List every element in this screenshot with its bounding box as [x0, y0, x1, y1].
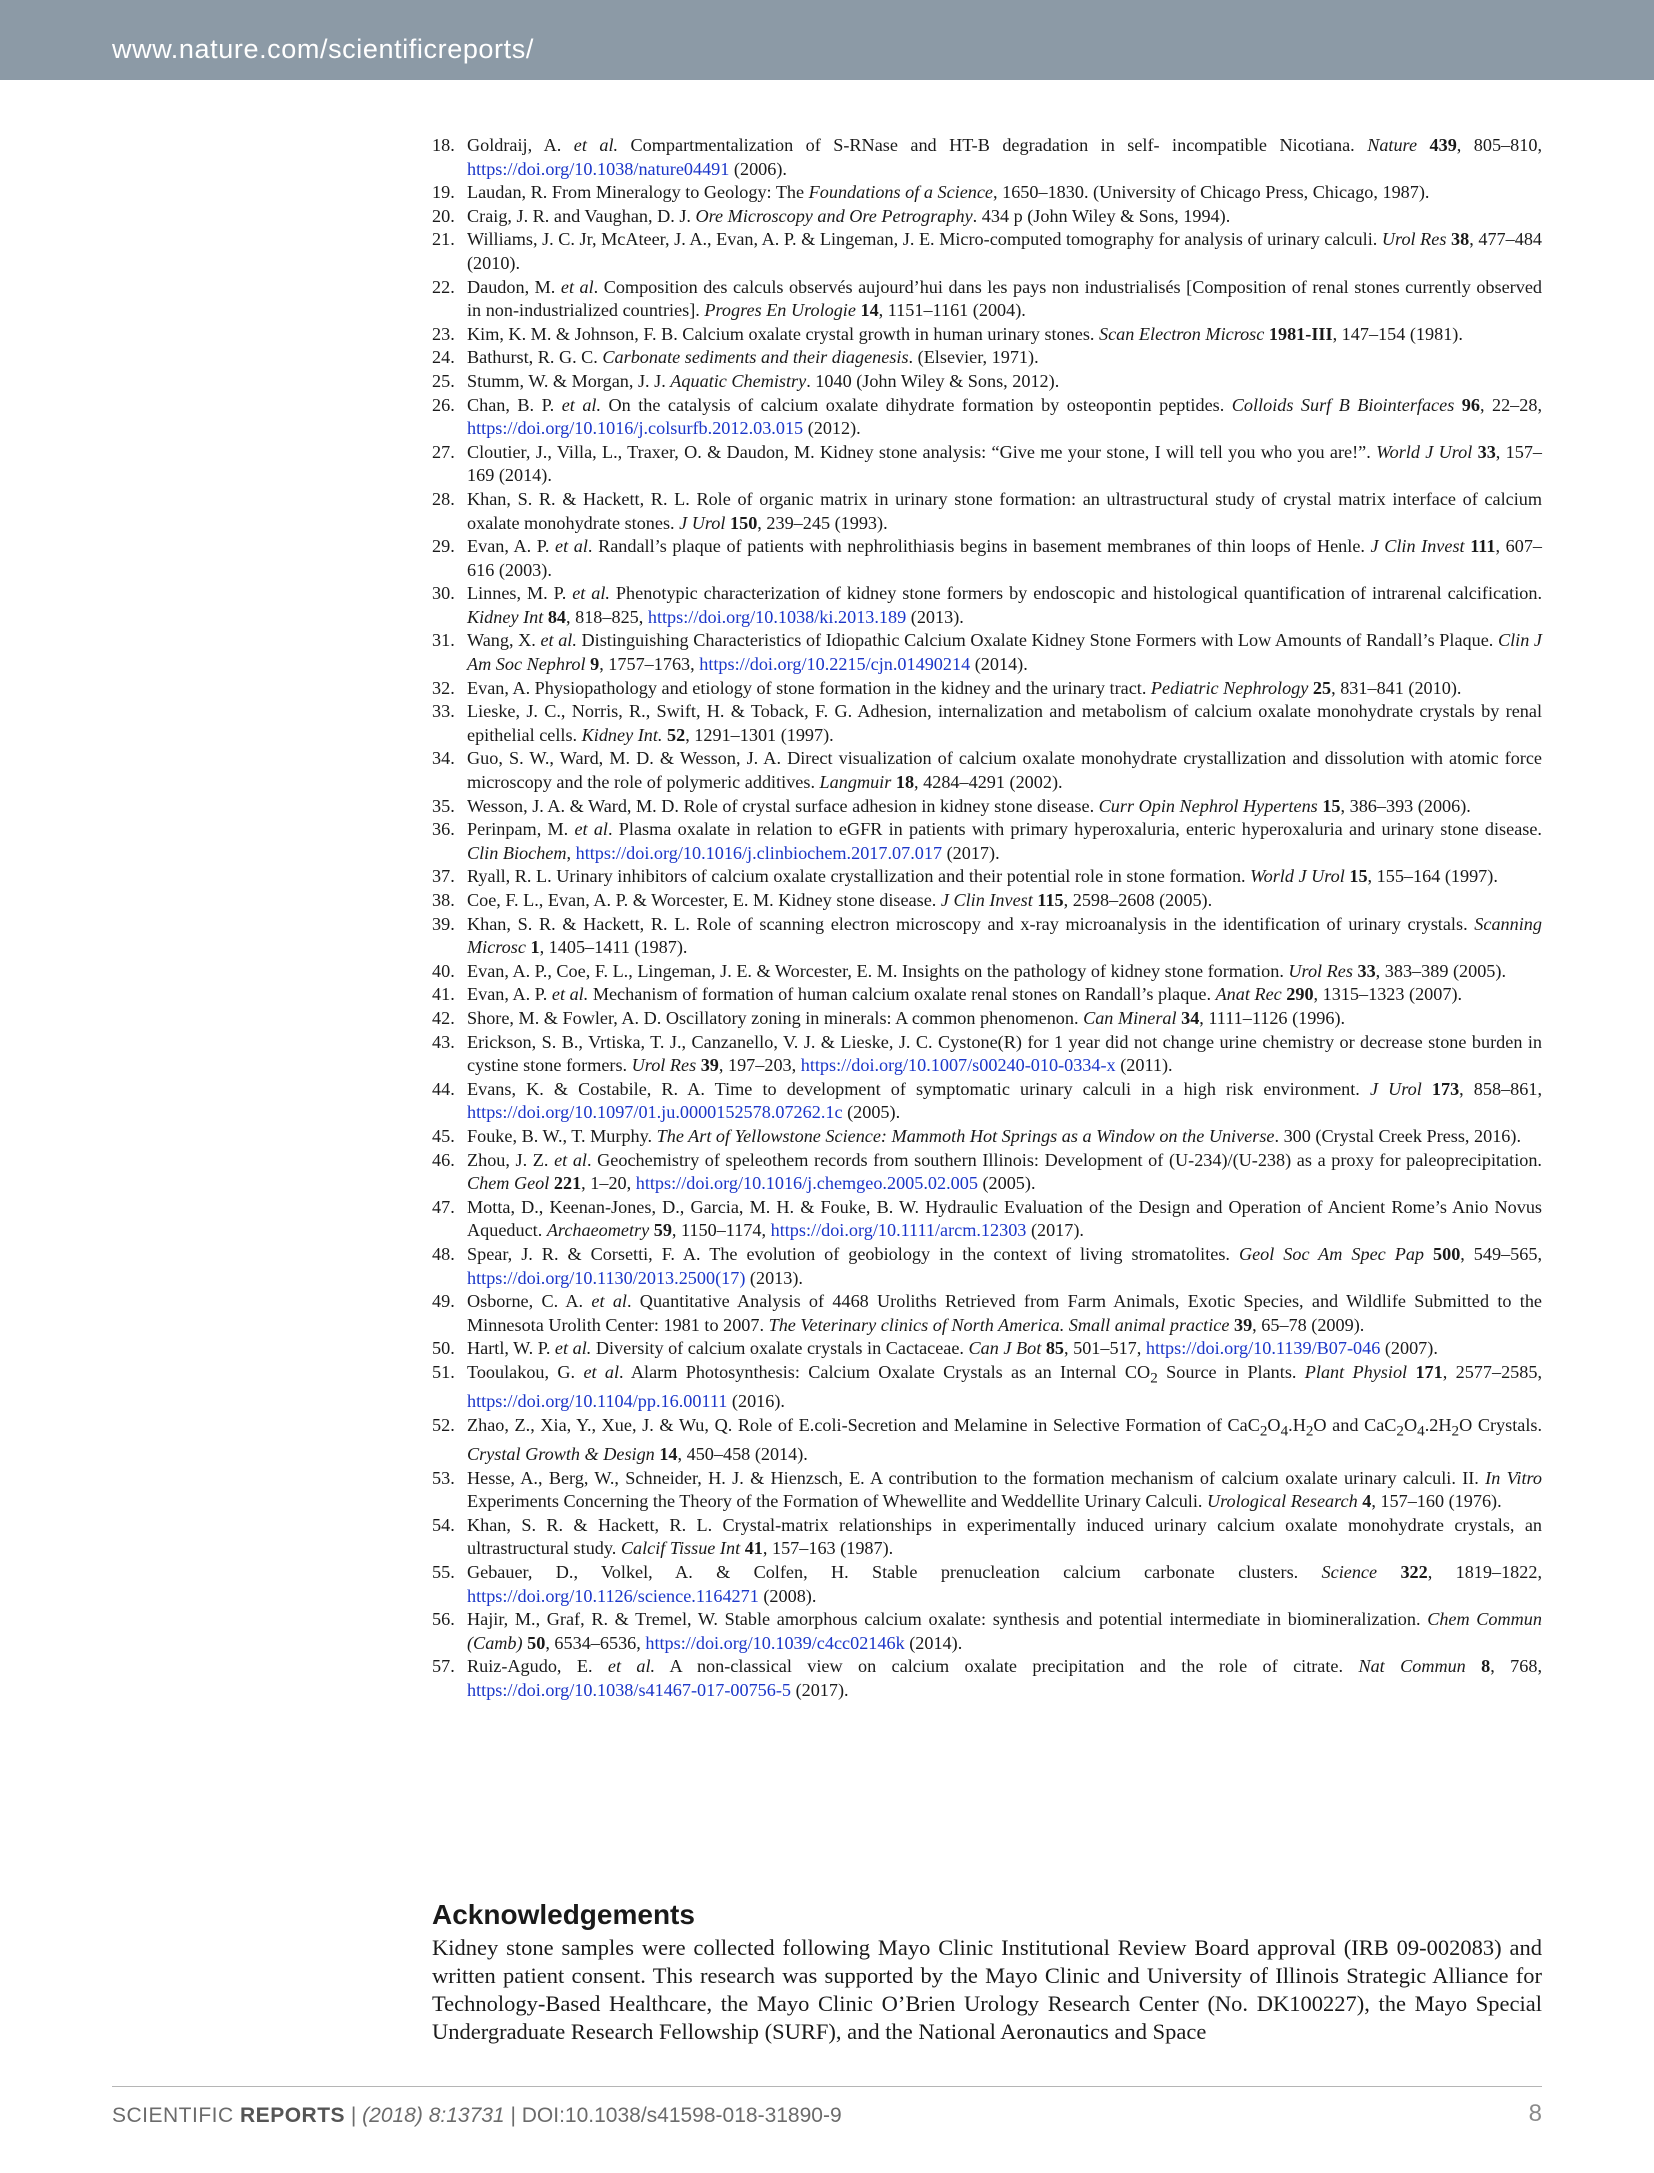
- reference-item: [432, 1561, 1542, 1608]
- reference-text: Wesson, J. A. & Ward, M. D. Role of crystal surface adhesion in kidney stone disease. Curr Opin Nephrol Hypertens 15, 386–393 (2006).: [467, 795, 1471, 816]
- reference-item: [432, 1196, 1542, 1243]
- reference-item: [432, 394, 1542, 441]
- reference-text: Evan, A. P. et al. Mechanism of formation of human calcium oxalate renal stones on Randall’s plaque. Anat Rec 290, 1315–1323 (2007).: [467, 984, 1463, 1005]
- reference-item: [432, 441, 1542, 488]
- reference-item: [432, 818, 1542, 865]
- doi-link[interactable]: https://doi.org/10.1038/s41467-017-00756-5: [467, 1679, 792, 1700]
- reference-number: 52.: [432, 1414, 455, 1435]
- reference-item: [432, 228, 1542, 275]
- reference-number: 54.: [432, 1514, 455, 1535]
- reference-item: [432, 1467, 1542, 1514]
- reference-number: 56.: [432, 1609, 455, 1630]
- site-url[interactable]: www.nature.com/scientificreports/: [112, 34, 534, 64]
- reference-text: Khan, S. R. & Hackett, R. L. Crystal-matrix relationships in experimentally induced urinary calcium oxalate monohydrate crystals, an ultrastructural study. Calcif Tissue Int 41, 157–163 (1987).: [467, 1514, 1542, 1559]
- reference-number: 32.: [432, 677, 455, 698]
- reference-number: 19.: [432, 182, 455, 203]
- reference-item: [432, 1007, 1542, 1031]
- reference-number: 26.: [432, 394, 455, 415]
- reference-text: Hartl, W. P. et al. Diversity of calcium oxalate crystals in Cactaceae. Can J Bot 85, 501–517, https://doi.org/10.1139/B07-046 (2007).: [467, 1338, 1438, 1359]
- reference-number: 42.: [432, 1007, 455, 1028]
- reference-number: 53.: [432, 1467, 455, 1488]
- reference-number: 31.: [432, 630, 455, 651]
- reference-text: Coe, F. L., Evan, A. P. & Worcester, E. M. Kidney stone disease. J Clin Invest 115, 2598–2608 (2005).: [467, 890, 1213, 910]
- doi-link[interactable]: https://doi.org/10.1130/2013.2500(17): [467, 1267, 746, 1288]
- reference-number: 50.: [432, 1338, 455, 1359]
- reference-item: [432, 1655, 1542, 1702]
- reference-number: 37.: [432, 866, 455, 887]
- reference-text: Perinpam, M. et al. Plasma oxalate in relation to eGFR in patients with primary hyperoxaluria, enteric hyperoxaluria and urinary stone disease. Clin Biochem, https://doi.org/10.1016/j.clinbiochem.2017.07.017 (2017).: [467, 819, 1542, 863]
- reference-number: 39.: [432, 913, 455, 934]
- header-bar: [0, 0, 1654, 80]
- doi-link[interactable]: https://doi.org/10.2215/cjn.01490214: [699, 654, 971, 675]
- acknowledgements-body: Kidney stone samples were collected following Mayo Clinic Institutional Review Board approval (IRB 09-002083) and written patient consent. This research was supported by the Mayo Clinic and University of Illinois Strategic Alliance for Technology-Based Healthcare, the Mayo Clinic O’Brien Urology Research Center (No. DK100227), the Mayo Special Undergraduate Research Fellowship (SURF), and the National Aeronautics and Space: [432, 1935, 1542, 2044]
- reference-text: Daudon, M. et al. Composition des calculs observés aujourd’hui dans les pays non industrialisés [Composition of renal stones currently observed in non-industrialized countries]. Progres En Urologie 14, 1151–1161 (2004).: [467, 276, 1542, 321]
- reference-item: [432, 181, 1542, 205]
- reference-item: [432, 889, 1542, 913]
- reference-item: [432, 747, 1542, 794]
- reference-number: 47.: [432, 1196, 455, 1217]
- reference-text: Linnes, M. P. et al. Phenotypic characterization of kidney stone formers by endoscopic and histological quantification of intrarenal calcification. Kidney Int 84, 818–825, https://doi.org/10.1038/ki.2013.189 (2013).: [467, 583, 1542, 627]
- reference-number: 21.: [432, 229, 455, 250]
- reference-text: Osborne, C. A. et al. Quantitative Analysis of 4468 Uroliths Retrieved from Farm Animals, Exotic Species, and Wildlife Submitted to the Minnesota Urolith Center: 1981 to 2007. The Veterinary clinics of North America. Small animal practice 39, 65–78 (2009).: [467, 1291, 1542, 1335]
- reference-item: [432, 677, 1542, 701]
- reference-number: 40.: [432, 960, 455, 981]
- reference-item: [432, 1125, 1542, 1149]
- footer-citation: [112, 2104, 842, 2128]
- doi-link[interactable]: https://doi.org/10.1139/B07-046: [1145, 1338, 1381, 1359]
- reference-item: [432, 370, 1542, 394]
- footer-separator: |: [345, 2104, 363, 2127]
- reference-text: Spear, J. R. & Corsetti, F. A. The evolution of geobiology in the context of living stromatolites. Geol Soc Am Spec Pap 500, 549–565, https://doi.org/10.1130/2013.2500(17) (2013).: [467, 1243, 1543, 1288]
- reference-list: [432, 134, 1542, 1702]
- doi-link[interactable]: https://doi.org/10.1016/j.colsurfb.2012.03.015: [467, 418, 804, 439]
- reference-number: 45.: [432, 1125, 455, 1146]
- doi-link[interactable]: https://doi.org/10.1016/j.clinbiochem.2017.07.017: [575, 842, 943, 863]
- reference-item: [432, 535, 1542, 582]
- reference-text: Kim, K. M. & Johnson, F. B. Calcium oxalate crystal growth in human urinary stones. Scan Electron Microsc 1981-III, 147–154 (1981).: [467, 323, 1463, 344]
- reference-number: 51.: [432, 1361, 455, 1382]
- doi-link[interactable]: https://doi.org/10.1007/s00240-010-0334-x: [800, 1055, 1116, 1076]
- reference-text: Evans, K. & Costabile, R. A. Time to development of symptomatic urinary calculi in a high risk environment. J Urol 173, 858–861, https://doi.org/10.1097/01.ju.0000152578.07262.1c (2005).: [467, 1078, 1543, 1123]
- reference-text: Ryall, R. L. Urinary inhibitors of calcium oxalate crystallization and their potential role in stone formation. World J Urol 15, 155–164 (1997).: [467, 866, 1498, 887]
- reference-item: [432, 1361, 1542, 1414]
- reference-number: 30.: [432, 583, 455, 604]
- reference-text: Evan, A. P. et al. Randall’s plaque of patients with nephrolithiasis begins in basement membranes of thin loops of Henle. J Clin Invest 111, 607–616 (2003).: [467, 536, 1543, 580]
- doi-link[interactable]: https://doi.org/10.1038/nature04491: [467, 158, 730, 179]
- reference-number: 38.: [432, 890, 455, 910]
- acknowledgements-heading: Acknowledgements: [432, 1899, 695, 1930]
- reference-number: 18.: [432, 135, 455, 155]
- reference-number: 22.: [432, 276, 455, 297]
- reference-item: [432, 1243, 1542, 1290]
- reference-item: [432, 346, 1542, 370]
- reference-item: [432, 960, 1542, 984]
- reference-text: Tooulakou, G. et al. Alarm Photosynthesis: Calcium Oxalate Crystals as an Internal $CO_2$ Source in Plants. Plant Physiol 171, 2577–2585, https://doi.org/10.1104/pp.16.00111 (2016).: [467, 1361, 1542, 1412]
- reference-text: Fouke, B. W., T. Murphy. The Art of Yellowstone Science: Mammoth Hot Springs as a Window on the Universe. 300 (Crystal Creek Press, 2016).: [467, 1125, 1521, 1146]
- reference-number: 34.: [432, 748, 455, 769]
- reference-text: Ruiz-Agudo, E. et al. A non-classical view on calcium oxalate precipitation and the role of citrate. Nat Commun 8, 768, https://doi.org/10.1038/s41467-017-00756-5 (2017).: [467, 1656, 1542, 1700]
- reference-item: [432, 913, 1542, 960]
- reference-text: Erickson, S. B., Vrtiska, T. J., Canzanello, V. J. & Lieske, J. C. Cystone(R) for 1 year did not change urine chemistry or decrease stone burden in cystine stone formers. Urol Res 39, 197–203, https://doi.org/10.1007/s00240-010-0334-x (2011).: [467, 1031, 1542, 1076]
- reference-text: Lieske, J. C., Norris, R., Swift, H. & Toback, F. G. Adhesion, internalization and metabolism of calcium oxalate monohydrate crystals by renal epithelial cells. Kidney Int. 52, 1291–1301 (1997).: [467, 701, 1542, 745]
- reference-number: 27.: [432, 441, 455, 462]
- reference-text: Motta, D., Keenan-Jones, D., Garcia, M. H. & Fouke, B. W. Hydraulic Evaluation of the Design and Operation of Ancient Rome’s Anio Novus Aqueduct. Archaeometry 59, 1150–1174, https://doi.org/10.1111/arcm.12303 (2017).: [467, 1196, 1542, 1241]
- reference-number: 35.: [432, 795, 455, 816]
- footer-separator: |: [504, 2104, 522, 2127]
- reference-item: [432, 983, 1542, 1007]
- reference-item: [432, 488, 1542, 535]
- reference-number: 48.: [432, 1243, 455, 1264]
- reference-item: [432, 134, 1542, 181]
- reference-number: 43.: [432, 1031, 455, 1052]
- reference-item: [432, 1414, 1542, 1467]
- reference-item: [432, 276, 1542, 323]
- reference-text: Goldraij, A. et al. Compartmentalization of S-RNase and HT-B degradation in self- incompatible Nicotiana. Nature 439, 805–810, https://doi.org/10.1038/nature04491 (2006).: [467, 135, 1543, 179]
- reference-text: Williams, J. C. Jr, McAteer, J. A., Evan, A. P. & Lingeman, J. E. Micro-computed tomography for analysis of urinary calculi. Urol Res 38, 477–484 (2010).: [467, 229, 1543, 273]
- reference-number: 25.: [432, 370, 455, 391]
- reference-item: [432, 1149, 1542, 1196]
- page-number: 8: [1528, 2100, 1542, 2127]
- reference-item: [432, 1290, 1542, 1337]
- reference-item: [432, 1608, 1542, 1655]
- reference-text: Evan, A. P., Coe, F. L., Lingeman, J. E. & Worcester, E. M. Insights on the pathology of kidney stone formation. Urol Res 33, 383–389 (2005).: [467, 960, 1506, 981]
- reference-number: 49.: [432, 1291, 455, 1312]
- doi-link[interactable]: https://doi.org/10.1038/ki.2013.189: [647, 606, 907, 627]
- doi-link[interactable]: https://doi.org/10.1097/01.ju.0000152578.07262.1c: [467, 1102, 843, 1123]
- reference-text: Wang, X. et al. Distinguishing Characteristics of Idiopathic Calcium Oxalate Kidney Stone Formers with Low Amounts of Randall’s Plaque. Clin J Am Soc Nephrol 9, 1757–1763, https://doi.org/10.2215/cjn.01490214 (2014).: [467, 630, 1542, 675]
- reference-text: Laudan, R. From Mineralogy to Geology: The Foundations of a Science, 1650–1830. (University of Chicago Press, Chicago, 1987).: [467, 182, 1430, 203]
- footer-doi: DOI:10.1038/s41598-018-31890-9: [521, 2104, 842, 2127]
- reference-text: Shore, M. & Fowler, A. D. Oscillatory zoning in minerals: A common phenomenon. Can Mineral 34, 1111–1126 (1996).: [467, 1007, 1346, 1028]
- reference-text: Guo, S. W., Ward, M. D. & Wesson, J. A. Direct visualization of calcium oxalate monohydrate crystallization and dissolution with atomic force microscopy and the role of polymeric additives. Langmuir 18, 4284–4291 (2002).: [467, 748, 1542, 793]
- doi-link[interactable]: https://doi.org/10.1016/j.chemgeo.2005.02.005: [635, 1173, 978, 1194]
- reference-text: Cloutier, J., Villa, L., Traxer, O. & Daudon, M. Kidney stone analysis: “Give me your stone, I will tell you who you are!”. World J Urol 33, 157–169 (2014).: [467, 441, 1543, 486]
- doi-link[interactable]: https://doi.org/10.1126/science.1164271: [467, 1585, 759, 1606]
- reference-number: 29.: [432, 536, 455, 557]
- reference-number: 33.: [432, 701, 455, 722]
- reference-number: 46.: [432, 1149, 455, 1170]
- reference-text: Evan, A. Physiopathology and etiology of stone formation in the kidney and the urinary tract. Pediatric Nephrology 25, 831–841 (2010).: [467, 677, 1462, 698]
- reference-text: Khan, S. R. & Hackett, R. L. Role of organic matrix in urinary stone formation: an ultrastructural study of crystal matrix interface of calcium oxalate monohydrate stones. J Urol 150, 239–245 (1993).: [467, 488, 1542, 533]
- reference-text: Stumm, W. & Morgan, J. J. Aquatic Chemistry. 1040 (John Wiley & Sons, 2012).: [467, 370, 1060, 391]
- reference-text: Zhou, J. Z. et al. Geochemistry of speleothem records from southern Illinois: Development of (U-234)/(U-238) as a proxy for paleoprecipitation. Chem Geol 221, 1–20, https://doi.org/10.1016/j.chemgeo.2005.02.005 (2005).: [467, 1149, 1542, 1194]
- reference-number: 55.: [432, 1561, 455, 1582]
- reference-item: [432, 1078, 1542, 1125]
- doi-link[interactable]: https://doi.org/10.1111/arcm.12303: [770, 1220, 1027, 1241]
- reference-text: Chan, B. P. et al. On the catalysis of calcium oxalate dihydrate formation by osteopontin peptides. Colloids Surf B Biointerfaces 96, 22–28, https://doi.org/10.1016/j.colsurfb.2012.03.015 (2012).: [467, 394, 1542, 439]
- reference-text: Hajir, M., Graf, R. & Tremel, W. Stable amorphous calcium oxalate: synthesis and potential intermediate in biomineralization. Chem Commun (Camb) 50, 6534–6536, https://doi.org/10.1039/c4cc02146k (2014).: [467, 1609, 1542, 1653]
- reference-item: [432, 1031, 1542, 1078]
- reference-number: 57.: [432, 1656, 455, 1677]
- reference-item: [432, 1337, 1542, 1361]
- footer-divider: [112, 2086, 1542, 2087]
- reference-number: 28.: [432, 488, 455, 509]
- reference-item: [432, 629, 1542, 676]
- doi-link[interactable]: https://doi.org/10.1039/c4cc02146k: [645, 1632, 905, 1653]
- reference-number: 23.: [432, 323, 455, 344]
- doi-link[interactable]: https://doi.org/10.1104/pp.16.00111: [467, 1391, 728, 1412]
- reference-number: 36.: [432, 819, 455, 840]
- reference-number: 44.: [432, 1078, 455, 1099]
- reference-item: [432, 1514, 1542, 1561]
- reference-number: 41.: [432, 984, 455, 1005]
- reference-item: [432, 795, 1542, 819]
- reference-item: [432, 323, 1542, 347]
- reference-item: [432, 205, 1542, 229]
- reference-number: 20.: [432, 205, 455, 226]
- reference-text: Zhao, Z., Xia, Y., Xue, J. & Wu, Q. Role of E.coli-Secretion and Melamine in Selective Formation of $CaC_2O_4.H_2O$ and $CaC_2O_4.2H_2O$ Crystals. Crystal Growth & Design 14, 450–458 (2014).: [467, 1414, 1542, 1464]
- journal-name: SCIENTIFIC REPORTS: [112, 2104, 346, 2127]
- reference-item: [432, 865, 1542, 889]
- reference-number: 24.: [432, 347, 455, 368]
- reference-text: Khan, S. R. & Hackett, R. L. Role of scanning electron microscopy and x-ray microanalysis in the identification of urinary crystals. Scanning Microsc 1, 1405–1411 (1987).: [467, 913, 1542, 958]
- reference-text: Gebauer, D., Volkel, A. & Colfen, H. Stable prenucleation calcium carbonate clusters. Science 322, 1819–1822, https://doi.org/10.1126/science.1164271 (2008).: [467, 1561, 1543, 1606]
- footer-volume: (2018) 8:13731: [362, 2104, 505, 2127]
- reference-text: Hesse, A., Berg, W., Schneider, H. J. & Hienzsch, E. A contribution to the formation mechanism of calcium oxalate urinary calculi. II. In Vitro Experiments Concerning the Theory of the Formation of Whewellite and Weddellite Urinary Calculi. Urological Research 4, 157–160 (1976).: [467, 1467, 1542, 1512]
- reference-item: [432, 582, 1542, 629]
- reference-text: Craig, J. R. and Vaughan, D. J. Ore Microscopy and Ore Petrography. 434 p (John Wiley & Sons, 1994).: [467, 205, 1231, 226]
- reference-text: Bathurst, R. G. C. Carbonate sediments and their diagenesis. (Elsevier, 1971).: [467, 347, 1039, 368]
- reference-item: [432, 700, 1542, 747]
